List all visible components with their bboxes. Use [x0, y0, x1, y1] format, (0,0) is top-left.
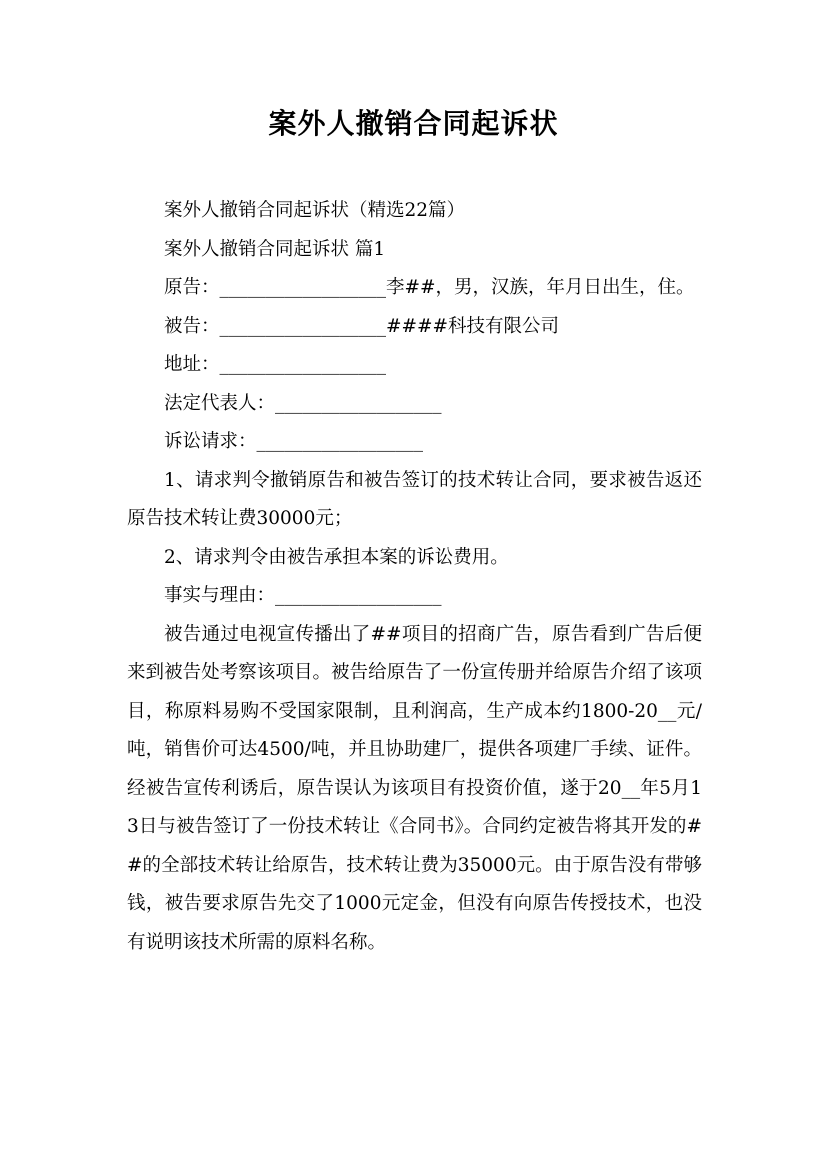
plaintiff-line: 原告：__________________李##，男，汉族，年月日出生，住。	[164, 277, 695, 298]
facts-paragraph: 被告通过电视宣传播出了##项目的招商广告，原告看到广告后便来到被告处考察该项目。被告给原告了一份宣传册并给原告介绍了该项目，称原料易购不受国家限制，且利润高，生产成本约1800-20__元/吨，销售价可达4500/吨，并且协助建厂，提供各项建厂手续、证件。经被告宣传利诱后，原告误认为该项目有投资价值，遂于20__年5月13日与被告签订了一份技术转让《合同书》。合同约定被告将其开发的##的全部技术转让给原告，技术转让费为35000元。由于原告没有带够钱，被告要求原告先交了1000元定金，但没有向原告传授技术，也没有说明该技术所需的原料名称。	[127, 623, 702, 953]
claim-item-1: 1、请求判令撤销原告和被告签订的技术转让合同，要求被告返还原告技术转让费30000元；	[127, 469, 702, 529]
facts-and-reasons-line: 事实与理由：__________________	[164, 585, 442, 606]
document-body	[127, 192, 702, 962]
legal-representative-line: 法定代表人：__________________	[164, 392, 442, 414]
section-heading: 案外人撤销合同起诉状 篇1	[164, 238, 386, 260]
document-title: 案外人撤销合同起诉状	[268, 107, 559, 140]
claim-item-2: 2、请求判令由被告承担本案的诉讼费用。	[164, 546, 509, 568]
subtitle-line: 案外人撤销合同起诉状（精选22篇）	[164, 200, 466, 221]
defendant-line: 被告：__________________####科技有限公司	[164, 315, 560, 337]
address-line: 地址：__________________	[164, 354, 387, 375]
claims-line: 诉讼请求：__________________	[164, 431, 424, 452]
